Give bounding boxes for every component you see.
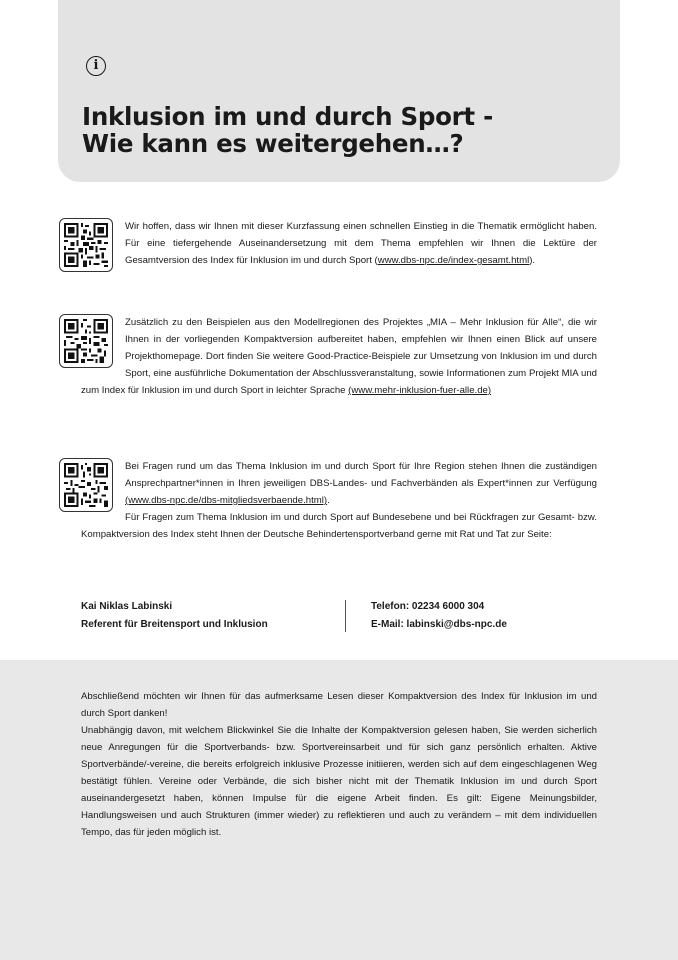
regional-contact-body: Bei Fragen rund um das Thema Inklusion im und durch Sport für Ihre Region stehen Ihnen die zuständigen Ansprechpartner*innen in Ihren jeweiligen DBS-Landes- und Fachverbänden als Expert*innen zur Verfügung [125,461,597,489]
contact-name: Kai Niklas Labinski [81,601,173,612]
page-title [82,103,493,157]
header-panel [58,0,620,182]
mehr-inklusion-link[interactable]: (www.mehr-inklusion-fuer-alle.de) [348,385,492,396]
further-reading-text [81,218,597,269]
federal-contact-text: Für Fragen zum Thema Inklusion im und durch Sport auf Bundesebene und bei Rückfragen zur Gesamt- bzw. Kompaktversion des Index steht Ihnen der Deutsche Behindertensportverband gerne mit Rat und Tat zur Seite: [81,512,597,540]
closing-thanks: Abschließend möchten wir Ihnen für das aufmerksame Lesen dieser Kompaktversion des Index für Inklusion im und durch Sport danken! [81,691,597,719]
contact-left [81,598,268,634]
contact-person [81,598,597,634]
further-reading-body: Wir hoffen, dass wir Ihnen mit dieser Kurzfassung einen schnellen Einstieg in die Thematik ermöglicht haben. Für eine tiefergehende Auseinandersetzung mit dem Thema empfehlen wir Ihnen die Lektüre der Gesamtversion des Index für Inklusion im und durch Sport ( [125,221,597,266]
contact-right [371,598,507,634]
index-gesamt-link[interactable]: www.dbs-npc.de/index-gesamt.html [377,255,530,266]
section-further-reading [81,218,597,274]
title-line-2: Wie kann es weitergehen…? [82,129,464,158]
regional-contact-end: . [327,495,330,506]
contact-phone[interactable]: Telefon: 02234 6000 304 [371,601,485,612]
project-homepage-body: Zusätzlich zu den Beispielen aus den Modellregionen des Projektes „MIA – Mehr Inklusion für Alle“, die wir Ihnen in der vorliegenden Kompaktversion aufbereitet haben, empfehlen wir Ihnen einen Blick auf unsere Projekthomepage. Dort finden Sie weitere Good-Practice-Beispiele zur Umsetzung von Inklusion im und durch Sport, eine ausführliche Dokumentation der Abschlussveranstaltung, sowie Informationen zum Projekt MIA und zum Index für Inklusion im und durch Sport in leichter Sprache [81,317,597,396]
further-reading-end: ). [529,255,536,266]
title-line-1: Inklusion im und durch Sport - [82,102,493,131]
qr-code-icon[interactable] [59,458,113,512]
section-contact-info [81,458,597,543]
mitgliedsverbaende-link[interactable]: (www.dbs-npc.de/dbs-mitgliedsverbaende.html) [125,495,328,506]
qr-code-icon[interactable] [59,314,113,368]
regional-contact-text [81,458,597,509]
qr-code-icon[interactable] [59,218,113,272]
contact-divider [345,600,346,632]
info-icon: i [86,56,106,76]
closing-body: Unabhängig davon, mit welchem Blickwinkel Sie die Inhalte der Kompaktversion gelesen haben, Sie werden sicherlich neue Anregungen für die Sportverbands- bzw. Sportvereinsarbeit und für sich ganz persönlich erhalten. Aktive Sportverbände/-vereine, die bereits erfolgreich inklusive Prozesse initiieren, werden sich auf dem eingeschlagenen Weg bestätigt fühlen. Vereine oder Verbände, die sich bisher nicht mit der Thematik Inklusion im und durch Sport auseinandergesetzt haben, können Impulse für die eigene Arbeit finden. Es gilt: Eigene Meinungsbilder, Handlungsweisen und auch Strukturen (immer wieder) zu reflektieren und auch zu verändern – mit dem individuellen Tempo, das für jeden möglich ist. [81,725,597,838]
section-project-homepage [81,314,597,399]
contact-role: Referent für Breitensport und Inklusion [81,619,268,630]
contact-email[interactable]: E-Mail: labinski@dbs-npc.de [371,619,507,630]
closing-text [81,688,597,841]
project-homepage-text [81,314,597,399]
